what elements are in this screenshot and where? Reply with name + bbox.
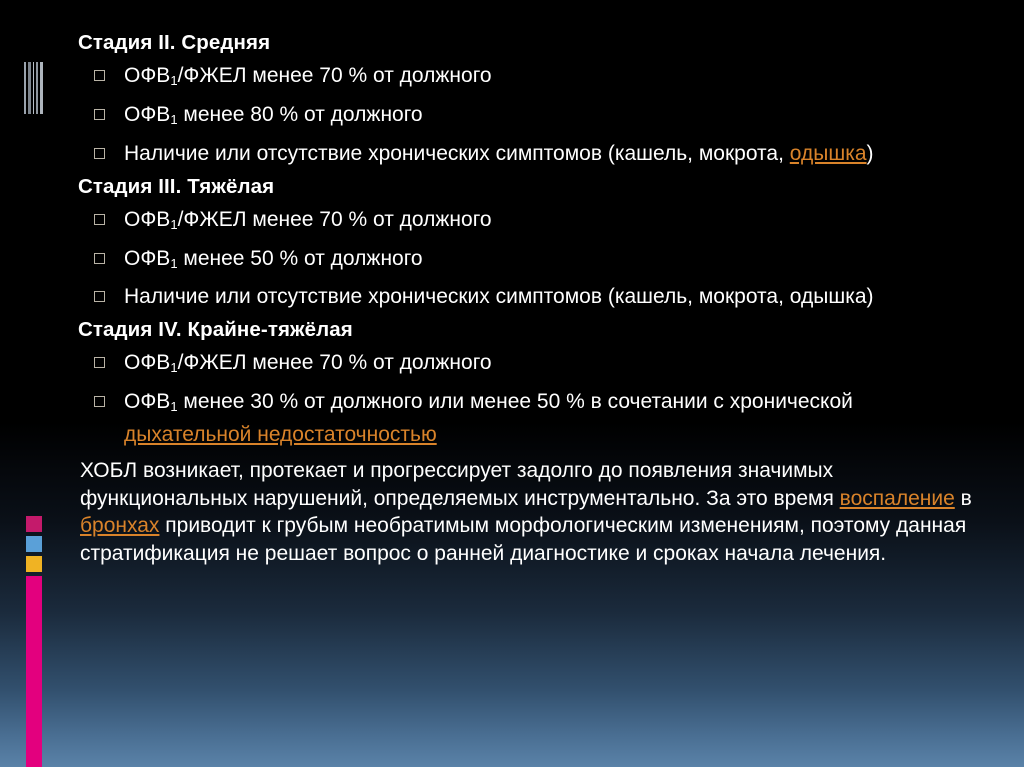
bullet-item	[78, 140, 986, 168]
text-run: Наличие или отсутствие хронических симптомов (кашель, мокрота, одышка)	[124, 285, 874, 309]
bullet-item	[78, 388, 986, 449]
inline-link[interactable]: дыхательной недостаточностью	[124, 423, 437, 447]
decorative-square-blue	[26, 536, 42, 552]
slide-content	[78, 30, 986, 567]
text-run: ОФВ	[124, 246, 171, 270]
subscript-text: 1	[170, 216, 178, 232]
bullet-item	[78, 62, 986, 95]
square-bullet-icon	[94, 357, 105, 368]
subscript-text: 1	[170, 399, 178, 415]
inline-link[interactable]: одышка	[789, 141, 867, 165]
bullet-list	[78, 349, 986, 449]
subscript-text: 1	[170, 360, 178, 376]
square-bullet-icon	[94, 148, 105, 159]
text-run: /ФЖЕЛ менее 70 % от должного	[177, 207, 492, 231]
bullet-list	[78, 62, 986, 168]
section-heading: Стадия III. Тяжёлая	[78, 174, 275, 198]
summary-paragraph	[78, 457, 986, 567]
inline-link[interactable]: воспаление	[839, 486, 955, 510]
text-run: /ФЖЕЛ менее 70 % от должного	[177, 64, 492, 87]
subscript-text: 1	[170, 72, 178, 88]
bullet-item	[78, 206, 986, 239]
text-run: менее 80 % от должного	[177, 102, 423, 126]
decorative-square-yellow	[26, 556, 42, 572]
text-run: ОФВ	[124, 390, 171, 414]
decorative-square-magenta	[26, 516, 42, 532]
square-bullet-icon	[94, 109, 105, 120]
bullet-item	[78, 349, 986, 382]
text-run: менее 30 % от должного или менее 50 % в сочетании с хронической	[177, 390, 853, 414]
section-heading: Стадия II. Средняя	[78, 31, 271, 54]
subscript-text: 1	[170, 255, 178, 271]
text-run: ХОБЛ возникает, протекает и прогрессирует задолго до появления значимых функциональных нарушений, определяемых инструментально. За это время	[80, 459, 840, 510]
bullet-list	[78, 206, 986, 312]
bullet-item	[78, 283, 986, 311]
bullet-item	[78, 101, 986, 134]
square-bullet-icon	[94, 253, 105, 264]
text-run: Наличие или отсутствие хронических симптомов (кашель, мокрота,	[124, 141, 790, 165]
subscript-text: 1	[170, 111, 178, 127]
square-bullet-icon	[94, 291, 105, 302]
bullet-item	[78, 245, 986, 278]
text-run: приводит к грубым необратимым морфологическим изменениям, поэтому данная стратификация не решает вопрос о ранней диагностике и сроках начала лечения.	[80, 514, 967, 565]
text-run: менее 50 % от должного	[177, 246, 423, 270]
text-run: )	[866, 141, 874, 165]
section-heading: Стадия IV. Крайне-тяжёлая	[78, 318, 353, 342]
text-run: в	[954, 486, 972, 510]
text-run: ОФВ	[124, 64, 171, 87]
text-run: ОФВ	[124, 102, 171, 126]
text-run: ОФВ	[124, 207, 171, 231]
decorative-vertical-strip-pink	[26, 576, 42, 767]
decorative-barcode-stripes	[24, 62, 46, 114]
square-bullet-icon	[94, 214, 105, 225]
text-run: /ФЖЕЛ менее 70 % от должного	[177, 351, 492, 375]
text-run: ОФВ	[124, 351, 171, 375]
square-bullet-icon	[94, 70, 105, 81]
square-bullet-icon	[94, 396, 105, 407]
inline-link[interactable]: бронхах	[80, 514, 160, 538]
